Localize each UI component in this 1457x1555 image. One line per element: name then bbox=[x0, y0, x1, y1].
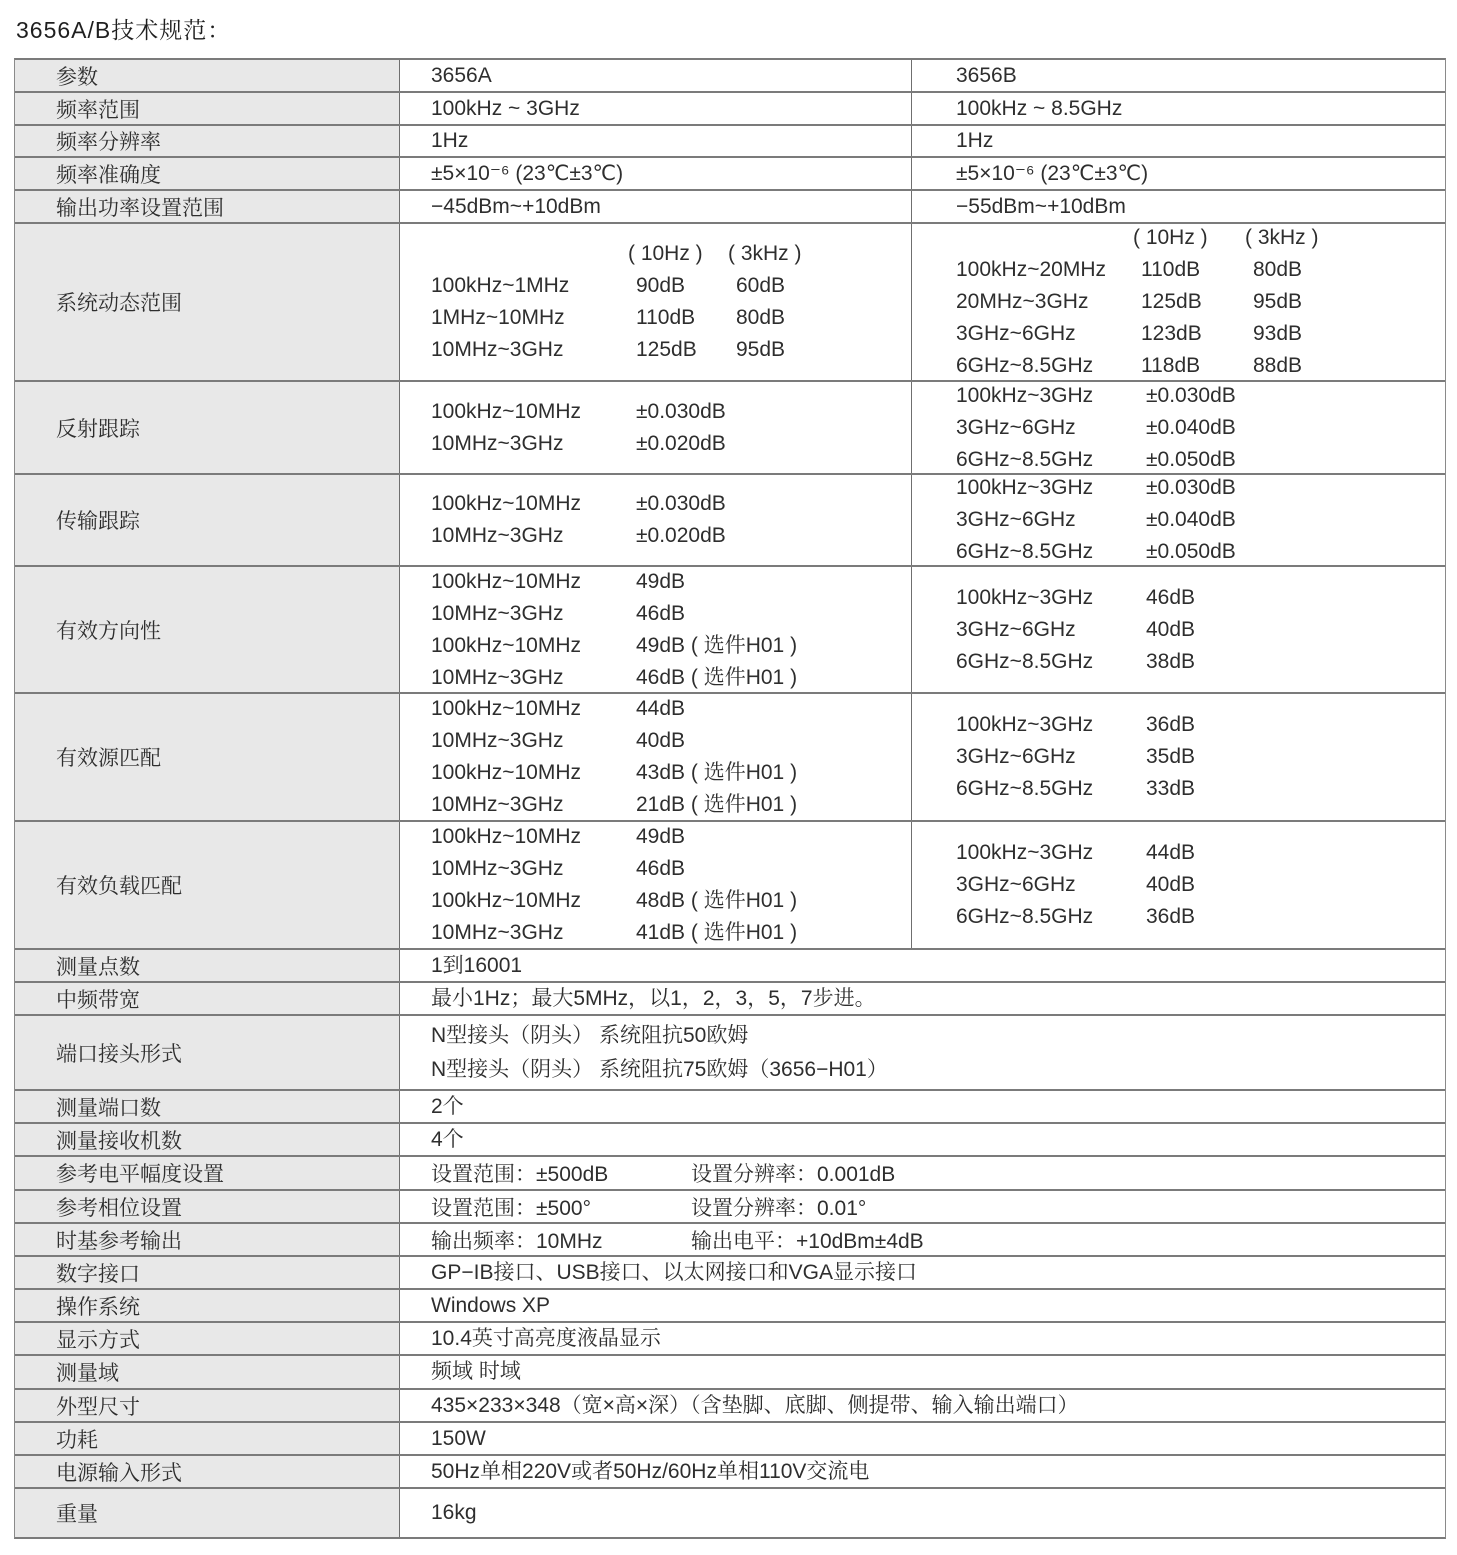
sub-cell: 46dB bbox=[1146, 585, 1196, 609]
sub-cell: 1MHz~10MHz bbox=[431, 306, 565, 329]
cell-text: 4个 bbox=[431, 1127, 464, 1151]
value-cell bbox=[912, 158, 1445, 189]
value-cell bbox=[400, 1016, 1445, 1089]
row-label-cell bbox=[15, 1423, 400, 1454]
sub-cell: 10MHz~3GHz bbox=[431, 857, 564, 880]
cell-text bbox=[431, 1225, 924, 1255]
page-title: 3656A/B技术规范： bbox=[16, 17, 232, 43]
sub-table bbox=[956, 222, 1319, 382]
cell-segment: 输出频率：10MHz bbox=[431, 1229, 603, 1253]
sub-cell: 60dB bbox=[736, 274, 786, 297]
cell-text: 50Hz单相220V或者50Hz/60Hz单相110V交流电 bbox=[431, 1459, 870, 1483]
sub-cell: 49dB bbox=[636, 825, 686, 848]
row-label: 频率范围 bbox=[56, 98, 140, 122]
cell-text: ±5×10⁻⁶ (23℃±3℃) bbox=[956, 161, 1149, 185]
sub-cell: 10MHz~3GHz bbox=[431, 729, 564, 752]
sub-table bbox=[431, 821, 797, 949]
sub-cell: 10MHz~3GHz bbox=[431, 431, 564, 455]
sub-cell: ±0.030dB bbox=[1146, 476, 1236, 499]
sub-cell: 3GHz~6GHz bbox=[956, 745, 1076, 768]
table-row bbox=[15, 1189, 1445, 1222]
row-label-cell bbox=[15, 1390, 400, 1421]
row-label-cell bbox=[15, 1356, 400, 1388]
table-row bbox=[15, 948, 1445, 981]
row-label: 频率分辨率 bbox=[56, 131, 161, 154]
row-label-cell bbox=[15, 126, 400, 156]
value-cell bbox=[912, 93, 1445, 124]
row-label-cell bbox=[15, 382, 400, 473]
row-label-cell bbox=[15, 60, 400, 91]
sub-cell: 100kHz~10MHz bbox=[431, 399, 581, 423]
value-cell bbox=[400, 1489, 1445, 1537]
sub-cell: 44dB bbox=[636, 697, 686, 720]
sub-cell: ±0.020dB bbox=[636, 524, 726, 547]
sub-cell: 100kHz~20MHz bbox=[956, 258, 1106, 281]
cell-text bbox=[431, 1192, 866, 1222]
value-cell bbox=[400, 1091, 1445, 1122]
sub-cell: 6GHz~8.5GHz bbox=[956, 905, 1094, 928]
sub-cell: 80dB bbox=[1253, 258, 1303, 281]
row-label-cell bbox=[15, 567, 400, 692]
value-cell bbox=[400, 158, 912, 189]
table-row bbox=[15, 380, 1445, 473]
row-label: 有效方向性 bbox=[56, 619, 161, 643]
cell-text: 1到16001 bbox=[431, 953, 523, 977]
value-cell bbox=[400, 126, 912, 156]
table-row bbox=[15, 1222, 1445, 1255]
row-label-cell bbox=[15, 950, 400, 981]
table-row bbox=[15, 1122, 1445, 1155]
sub-cell: 100kHz~10MHz bbox=[431, 697, 581, 720]
value-cell bbox=[400, 950, 1445, 981]
row-label: 反射跟踪 bbox=[56, 417, 140, 441]
row-label-cell bbox=[15, 1157, 400, 1189]
table-row bbox=[15, 1089, 1445, 1122]
sub-cell: 3GHz~6GHz bbox=[956, 508, 1076, 531]
value-cell bbox=[400, 1390, 1445, 1421]
value-cell bbox=[400, 983, 1445, 1014]
cell-text: 16kg bbox=[431, 1501, 477, 1524]
sub-cell: 100kHz~10MHz bbox=[431, 633, 581, 657]
spec-table bbox=[14, 58, 1446, 1539]
row-label-cell bbox=[15, 1124, 400, 1155]
value-cell bbox=[912, 191, 1445, 222]
sub-cell: 100kHz~10MHz bbox=[431, 569, 581, 593]
table-row bbox=[15, 1155, 1445, 1189]
sub-cell: 10MHz~3GHz bbox=[431, 524, 564, 547]
row-label-cell bbox=[15, 1257, 400, 1288]
value-cell bbox=[400, 1356, 1445, 1388]
row-label: 测量点数 bbox=[56, 955, 140, 979]
sub-cell: 95dB bbox=[736, 338, 786, 361]
sub-cell: 100kHz~3GHz bbox=[956, 383, 1094, 407]
value-cell bbox=[400, 1224, 1445, 1255]
sub-table bbox=[431, 488, 726, 552]
row-label-cell bbox=[15, 93, 400, 124]
row-label-cell bbox=[15, 694, 400, 820]
sub-cell: 36dB bbox=[1146, 905, 1196, 928]
row-label-cell bbox=[15, 1016, 400, 1089]
sub-cell: 3GHz~6GHz bbox=[956, 873, 1076, 896]
row-label: 参考电平幅度设置 bbox=[56, 1163, 224, 1186]
table-row bbox=[15, 156, 1445, 189]
row-label-cell bbox=[15, 1290, 400, 1321]
sub-cell: 40dB bbox=[1146, 873, 1196, 896]
value-cell bbox=[400, 1191, 1445, 1222]
cell-text bbox=[431, 1158, 895, 1188]
row-label-cell bbox=[15, 1323, 400, 1354]
sub-cell: 100kHz~10MHz bbox=[431, 761, 581, 784]
sub-table bbox=[431, 566, 797, 694]
sub-head-spacer bbox=[956, 222, 1141, 254]
sub-cell: 40dB bbox=[636, 729, 686, 752]
value-cell bbox=[400, 1257, 1445, 1288]
cell-text: N型接头（阴头） 系统阻抗75欧姆（3656−H01） bbox=[431, 1057, 888, 1081]
sub-cell: 10MHz~3GHz bbox=[431, 793, 564, 816]
cell-segment: 输出电平：+10dBm±4dB bbox=[691, 1229, 924, 1253]
table-row bbox=[15, 1388, 1445, 1421]
table-row bbox=[15, 1421, 1445, 1454]
value-cell bbox=[400, 1423, 1445, 1454]
sub-cell: 3GHz~6GHz bbox=[956, 415, 1076, 439]
sub-head-spacer bbox=[431, 238, 636, 270]
sub-table bbox=[956, 709, 1195, 805]
sub-cell: ±0.040dB bbox=[1146, 415, 1236, 439]
row-label: 重量 bbox=[56, 1503, 98, 1526]
sub-cell: 123dB bbox=[1141, 322, 1202, 345]
row-label-cell bbox=[15, 1224, 400, 1255]
sub-cell: ±0.040dB bbox=[1146, 508, 1236, 531]
value-cell bbox=[400, 1456, 1445, 1487]
value-cell bbox=[400, 1124, 1445, 1155]
table-row bbox=[15, 1354, 1445, 1388]
cell-text: −45dBm~+10dBm bbox=[431, 194, 601, 218]
value-cell bbox=[400, 1323, 1445, 1354]
sub-cell: 100kHz~3GHz bbox=[956, 713, 1094, 736]
row-label: 测量接收机数 bbox=[56, 1129, 182, 1153]
cell-text: 150W bbox=[431, 1426, 486, 1450]
cell-text: 10.4英寸高亮度液晶显示 bbox=[431, 1326, 661, 1350]
row-label-cell bbox=[15, 1191, 400, 1222]
cell-text: 100kHz ~ 3GHz bbox=[431, 96, 580, 120]
row-label: 功耗 bbox=[56, 1428, 98, 1452]
sub-cell: 21dB ( 选件H01 ) bbox=[636, 793, 798, 816]
row-label-cell bbox=[15, 224, 400, 380]
sub-table bbox=[431, 693, 797, 821]
cell-text: Windows XP bbox=[431, 1293, 551, 1317]
table-row bbox=[15, 1255, 1445, 1288]
value-cell bbox=[912, 126, 1445, 156]
sub-cell: 38dB bbox=[1146, 649, 1196, 673]
cell-text: 2个 bbox=[431, 1094, 464, 1118]
sub-cell: 3GHz~6GHz bbox=[956, 322, 1076, 345]
sub-cell: ±0.020dB bbox=[636, 431, 726, 455]
sub-cell: 100kHz~10MHz bbox=[431, 825, 581, 848]
value-cell bbox=[400, 382, 912, 473]
sub-cell: ±0.030dB bbox=[636, 492, 726, 515]
value-cell bbox=[400, 224, 912, 380]
table-row bbox=[15, 1014, 1445, 1089]
sub-cell: 43dB ( 选件H01 ) bbox=[636, 761, 798, 784]
value-cell bbox=[400, 694, 912, 820]
row-label-cell bbox=[15, 1456, 400, 1487]
cell-text: 1Hz bbox=[956, 129, 994, 152]
sub-cell: ±0.050dB bbox=[1146, 540, 1236, 563]
sub-cell: 10MHz~3GHz bbox=[431, 338, 564, 361]
row-label: 传输跟踪 bbox=[56, 510, 140, 533]
table-row bbox=[15, 473, 1445, 565]
table-row bbox=[15, 222, 1445, 380]
cell-text: N型接头（阴头） 系统阻抗50欧姆 bbox=[431, 1023, 749, 1047]
value-cell bbox=[912, 60, 1445, 91]
table-row bbox=[15, 1487, 1445, 1537]
cell-segment: 设置分辨率：0.001dB bbox=[691, 1163, 896, 1186]
sub-cell: 49dB bbox=[636, 569, 686, 593]
sub-cell: ±0.030dB bbox=[636, 399, 726, 423]
sub-cell: 6GHz~8.5GHz bbox=[956, 354, 1094, 377]
table-row bbox=[15, 692, 1445, 820]
cell-text: 频域 时域 bbox=[431, 1360, 521, 1383]
table-row bbox=[15, 981, 1445, 1014]
sub-table bbox=[956, 380, 1236, 476]
row-label: 频率准确度 bbox=[56, 163, 161, 187]
row-label-cell bbox=[15, 158, 400, 189]
row-label: 外型尺寸 bbox=[56, 1395, 140, 1419]
sub-table bbox=[431, 396, 726, 460]
sub-table bbox=[956, 472, 1236, 568]
sub-table bbox=[431, 238, 802, 366]
row-label: 测量端口数 bbox=[56, 1096, 161, 1120]
sub-cell: 110dB bbox=[1141, 258, 1201, 281]
sub-cell: 100kHz~3GHz bbox=[956, 585, 1094, 609]
sub-cell: 100kHz~10MHz bbox=[431, 492, 581, 515]
sub-cell: 90dB bbox=[636, 274, 686, 297]
cell-segment: 设置范围：±500dB bbox=[431, 1163, 609, 1186]
sub-cell: 100kHz~3GHz bbox=[956, 841, 1094, 864]
sub-cell: 44dB bbox=[1146, 841, 1196, 864]
cell-text: ±5×10⁻⁶ (23℃±3℃) bbox=[431, 161, 624, 185]
sub-cell: 93dB bbox=[1253, 322, 1303, 345]
sub-cell: 100kHz~3GHz bbox=[956, 476, 1094, 499]
row-label-cell bbox=[15, 475, 400, 565]
sub-cell: ±0.050dB bbox=[1146, 447, 1236, 471]
value-cell bbox=[912, 224, 1445, 380]
row-label: 显示方式 bbox=[56, 1328, 140, 1352]
sub-cell: 95dB bbox=[1253, 290, 1303, 313]
value-cell bbox=[400, 93, 912, 124]
sub-cell: ±0.030dB bbox=[1146, 383, 1236, 407]
sub-cell: 125dB bbox=[1141, 290, 1202, 313]
table-row bbox=[15, 91, 1445, 124]
sub-cell: 20MHz~3GHz bbox=[956, 290, 1089, 313]
table-row bbox=[15, 565, 1445, 692]
sub-cell: 46dB ( 选件H01 ) bbox=[636, 665, 798, 689]
sub-cell: 118dB bbox=[1141, 354, 1201, 377]
sub-table bbox=[956, 837, 1195, 933]
value-cell bbox=[400, 60, 912, 91]
row-label-cell bbox=[15, 1091, 400, 1122]
row-label: 端口接头形式 bbox=[56, 1042, 182, 1066]
cell-segment: 设置分辨率：0.01° bbox=[691, 1196, 867, 1220]
table-row bbox=[15, 1288, 1445, 1321]
value-cell bbox=[912, 694, 1445, 820]
cell-text: 3656A bbox=[431, 63, 492, 87]
row-label-cell bbox=[15, 1489, 400, 1537]
sub-cell: 40dB bbox=[1146, 617, 1196, 641]
sub-cell: 48dB ( 选件H01 ) bbox=[636, 889, 798, 912]
sub-cell: 10MHz~3GHz bbox=[431, 665, 564, 689]
sub-cell: 110dB bbox=[636, 306, 696, 329]
row-label-cell bbox=[15, 191, 400, 222]
sub-cell: 6GHz~8.5GHz bbox=[956, 649, 1094, 673]
value-cell bbox=[400, 567, 912, 692]
value-cell bbox=[912, 475, 1445, 565]
row-label: 数字接口 bbox=[56, 1262, 140, 1286]
row-label: 系统动态范围 bbox=[56, 292, 182, 315]
sub-cell: 88dB bbox=[1253, 354, 1303, 377]
cell-text: 435×233×348（宽×高×深）（含垫脚、底脚、侧提带、输入输出端口） bbox=[431, 1393, 1079, 1417]
sub-cell: 41dB ( 选件H01 ) bbox=[636, 921, 798, 944]
cell-text: −55dBm~+10dBm bbox=[956, 194, 1126, 218]
value-cell bbox=[400, 475, 912, 565]
cell-text: 100kHz ~ 8.5GHz bbox=[956, 96, 1123, 120]
sub-cell: 6GHz~8.5GHz bbox=[956, 540, 1094, 563]
table-row bbox=[15, 1321, 1445, 1354]
sub-cell: 33dB bbox=[1146, 777, 1196, 800]
cell-text: GP−IB接口、USB接口、以太网接口和VGA显示接口 bbox=[431, 1260, 917, 1284]
table-row bbox=[15, 124, 1445, 156]
row-label: 电源输入形式 bbox=[56, 1461, 182, 1485]
row-label: 测量域 bbox=[56, 1362, 119, 1385]
sub-cell: 36dB bbox=[1146, 713, 1196, 736]
row-label: 参数 bbox=[56, 65, 98, 89]
table-row bbox=[15, 60, 1445, 91]
value-cell bbox=[912, 822, 1445, 948]
sub-cell: 3GHz~6GHz bbox=[956, 617, 1076, 641]
row-label: 输出功率设置范围 bbox=[56, 196, 224, 220]
row-label: 中频带宽 bbox=[56, 988, 140, 1012]
sub-cell: 6GHz~8.5GHz bbox=[956, 447, 1094, 471]
row-label-cell bbox=[15, 822, 400, 948]
sub-cell: 10MHz~3GHz bbox=[431, 921, 564, 944]
sub-head: ( 3kHz ) bbox=[728, 242, 802, 265]
row-label-cell bbox=[15, 983, 400, 1014]
sub-cell: 6GHz~8.5GHz bbox=[956, 777, 1094, 800]
sub-cell: 125dB bbox=[636, 338, 697, 361]
value-cell bbox=[912, 382, 1445, 473]
sub-cell: 35dB bbox=[1146, 745, 1196, 768]
table-row bbox=[15, 189, 1445, 222]
sub-cell: 46dB bbox=[636, 601, 686, 625]
cell-text: 1Hz bbox=[431, 129, 469, 152]
row-label: 有效源匹配 bbox=[56, 747, 161, 770]
value-cell bbox=[400, 1157, 1445, 1189]
sub-head: ( 10Hz ) bbox=[1133, 226, 1208, 249]
cell-text: 3656B bbox=[956, 63, 1017, 87]
value-cell bbox=[400, 822, 912, 948]
sub-cell: 49dB ( 选件H01 ) bbox=[636, 633, 798, 657]
sub-head: ( 10Hz ) bbox=[628, 242, 703, 265]
row-label: 参考相位设置 bbox=[56, 1196, 182, 1220]
table-row bbox=[15, 1454, 1445, 1487]
cell-text: 最小1Hz；最大5MHz，以1，2，3，5，7步进。 bbox=[431, 986, 876, 1010]
sub-cell: 100kHz~10MHz bbox=[431, 889, 581, 912]
row-label: 时基参考输出 bbox=[56, 1229, 182, 1253]
sub-cell: 46dB bbox=[636, 857, 686, 880]
sub-cell: 10MHz~3GHz bbox=[431, 601, 564, 625]
value-cell bbox=[400, 1290, 1445, 1321]
sub-head: ( 3kHz ) bbox=[1245, 226, 1319, 249]
sub-cell: 80dB bbox=[736, 306, 786, 329]
table-row bbox=[15, 820, 1445, 948]
value-cell bbox=[400, 191, 912, 222]
sub-table bbox=[956, 582, 1195, 678]
row-label: 有效负载匹配 bbox=[56, 875, 182, 898]
cell-segment: 设置范围：±500° bbox=[431, 1196, 591, 1220]
sub-cell: 100kHz~1MHz bbox=[431, 274, 570, 297]
row-label: 操作系统 bbox=[56, 1295, 140, 1319]
value-cell bbox=[912, 567, 1445, 692]
